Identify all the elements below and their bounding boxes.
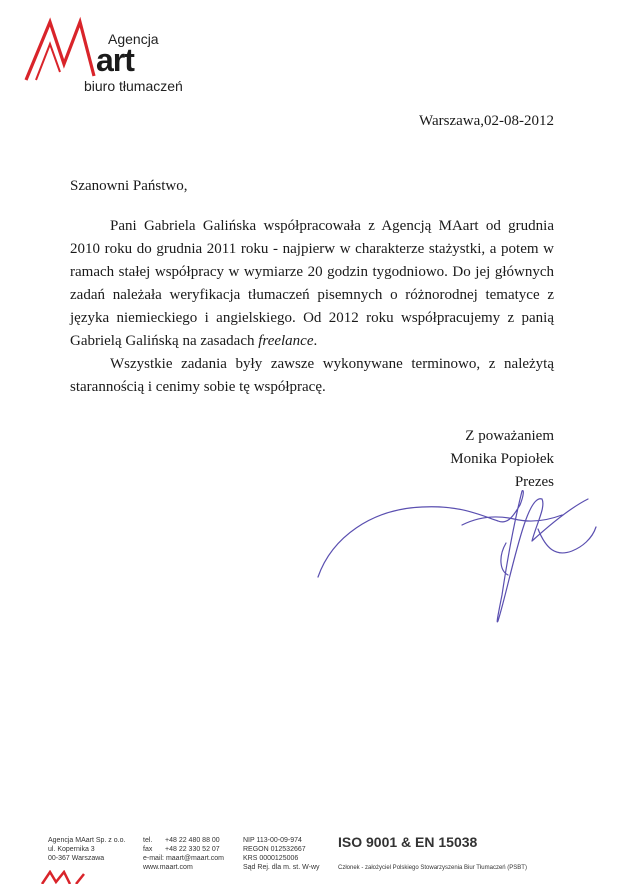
letter-body	[70, 215, 554, 399]
footer-web: www.maart.com	[143, 864, 193, 871]
footer-registry	[243, 836, 320, 872]
handwritten-signature-icon	[310, 485, 600, 635]
footer-city: 00-367 Warszawa	[48, 855, 105, 862]
logo-biuro-text: biuro tłumaczeń	[84, 78, 183, 94]
footer-contact	[143, 836, 224, 872]
signer-title: Prezes	[514, 474, 554, 490]
paragraph-1-end: .	[313, 333, 318, 349]
tel-value: +48 22 480 88 00	[165, 837, 220, 844]
footer-address	[48, 836, 125, 863]
signer-name: Monika Popiołek	[450, 451, 554, 467]
paragraph-1	[70, 215, 554, 353]
fax-value: +48 22 330 52 07	[165, 846, 220, 853]
iso-certification: ISO 9001 & EN 15038	[338, 834, 478, 850]
logo-agencja-text: Agencja	[108, 31, 159, 47]
footer-company: Agencja MAart Sp. z o.o.	[48, 837, 126, 844]
letter-greeting: Szanowni Państwo,	[70, 178, 188, 194]
closing-phrase: Z poważaniem	[465, 428, 554, 444]
letter-date: Warszawa,02-08-2012	[419, 113, 554, 129]
footer-nip: NIP 113-00-09-974	[243, 837, 302, 844]
tel-label: tel.	[143, 837, 153, 844]
letterhead-footer	[0, 832, 620, 884]
fax-label: fax	[143, 846, 153, 853]
paragraph-1-text: Pani Gabriela Galińska współpracowała z Agencją MAart od grudnia 2010 roku do grudnia 2011 roku - najpierw w charakterze stażystki, a potem w ramach stałej współpracy w wymiarze 20 godzin tygodniowo. Do jej głównych zadań należała weryfikacja tłumaczeń pisemnych o różnorodnej tematyce z języka niemieckiego i angielskiego. Od 2012 roku współpracujemy z panią Gabrielą Galińską na zasadach	[70, 218, 554, 349]
letter-closing	[450, 425, 554, 494]
footer-logo-mark-icon	[40, 870, 140, 884]
paragraph-2: Wszystkie zadania były zawsze wykonywane terminowo, z należytą starannością i cenimy sobie tę współpracę.	[70, 356, 554, 395]
footer-email: e-mail: maart@maart.com	[143, 855, 225, 862]
paragraph-1-italic: freelance	[258, 333, 314, 349]
footer-court: Sąd Rej. dla m. st. W-wy	[243, 864, 320, 871]
footer-street: ul. Kopernika 3	[48, 846, 95, 853]
footer-krs: KRS 0000125006	[243, 855, 299, 862]
logo-art-text: art	[96, 42, 134, 78]
psbt-membership: Członek - założyciel Polskiego Stowarzyszenia Biur Tłumaczeń (PSBT)	[338, 865, 527, 871]
company-logo	[24, 14, 183, 94]
footer-regon: REGON 012532667	[243, 846, 306, 853]
